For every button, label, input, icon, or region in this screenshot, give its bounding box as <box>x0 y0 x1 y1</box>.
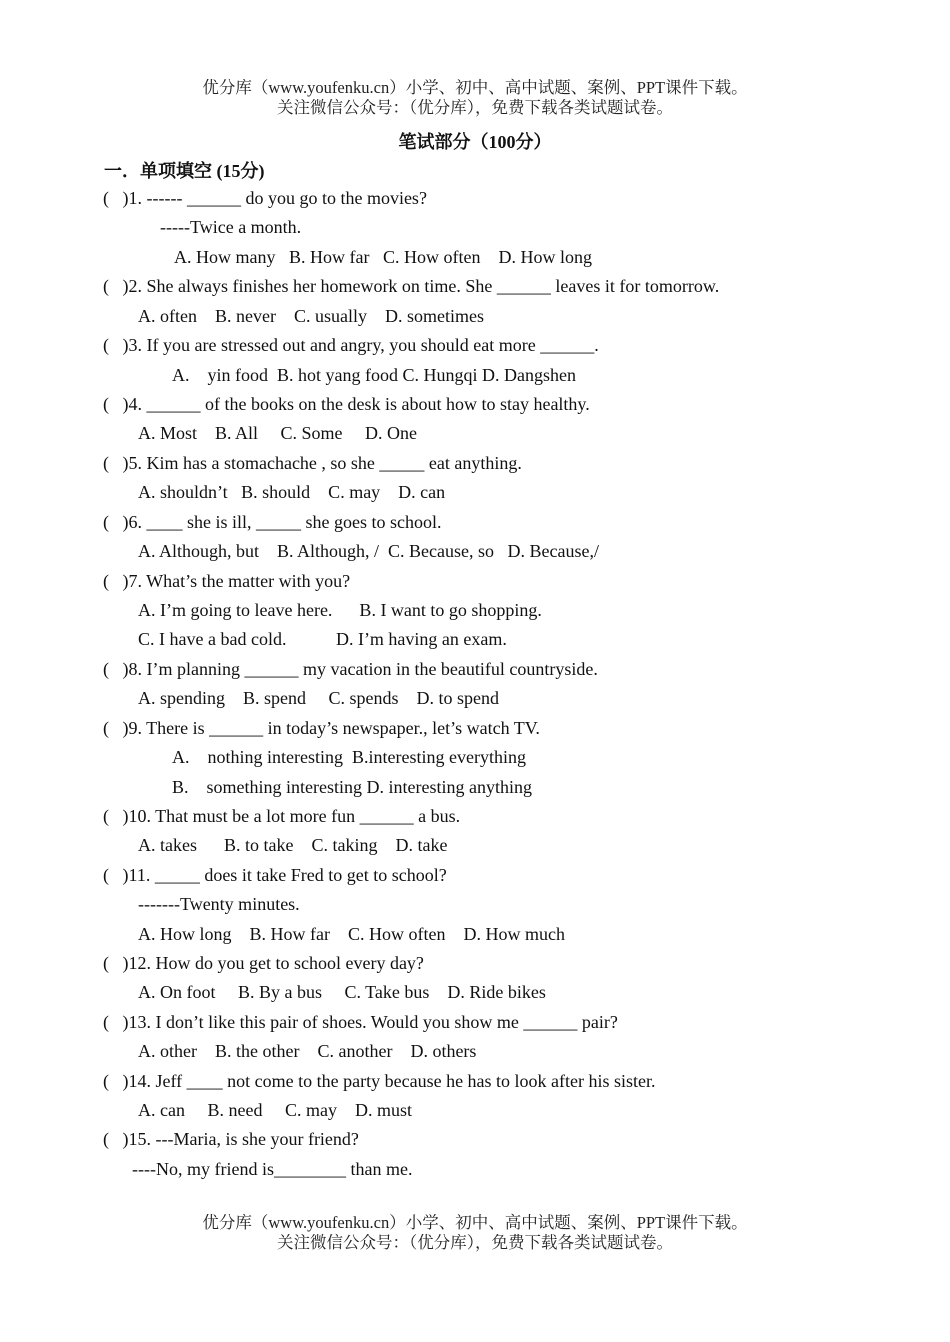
footer-line-1: 优分库（www.youfenku.cn）小学、初中、高中试题、案例、PPT课件下载。 <box>202 1213 748 1232</box>
question-1: ( )1. ------ ______ do you go to the movies? <box>103 188 427 208</box>
question-7-options-ab: A. I’m going to leave here. B. I want to go shopping. <box>138 600 542 620</box>
question-9-options-cd: B. something interesting D. interesting anything <box>172 777 532 797</box>
question-11: ( )11. _____ does it take Fred to get to school? <box>103 865 447 885</box>
question-11-answer: -------Twenty minutes. <box>138 894 300 914</box>
question-1-options: A. How many B. How far C. How often D. How long <box>174 247 592 267</box>
question-8-options: A. spending B. spend C. spends D. to spend <box>138 688 499 708</box>
footer-line-2: 关注微信公众号：（优分库），免费下载各类试题试卷。 <box>277 1233 673 1252</box>
question-4-options: A. Most B. All C. Some D. One <box>138 423 418 443</box>
question-12-options: A. On foot B. By a bus C. Take bus D. Ride bikes <box>138 982 546 1002</box>
question-2: ( )2. She always finishes her homework on time. She ______ leaves it for tomorrow. <box>103 276 720 296</box>
question-2-options: A. often B. never C. usually D. sometimes <box>138 306 484 326</box>
header-line-1: 优分库（www.youfenku.cn）小学、初中、高中试题、案例、PPT课件下载。 <box>202 78 748 97</box>
question-6-options: A. Although, but B. Although, / C. Because, so D. Because,/ <box>138 541 599 561</box>
question-8: ( )8. I’m planning ______ my vacation in the beautiful countryside. <box>103 659 598 679</box>
header-line-2: 关注微信公众号：（优分库），免费下载各类试题试卷。 <box>277 98 673 117</box>
question-7: ( )7. What’s the matter with you? <box>103 571 351 591</box>
question-11-options: A. How long B. How far C. How often D. How much <box>138 924 565 944</box>
question-5: ( )5. Kim has a stomachache , so she _____ eat anything. <box>103 453 522 473</box>
question-10: ( )10. That must be a lot more fun ______ a bus. <box>103 806 461 826</box>
question-14: ( )14. Jeff ____ not come to the party because he has to look after his sister. <box>103 1071 656 1091</box>
question-13: ( )13. I don’t like this pair of shoes. Would you show me ______ pair? <box>103 1012 618 1032</box>
section-heading: 一．单项填空 (15分) <box>104 161 265 181</box>
question-3: ( )3. If you are stressed out and angry, you should eat more ______. <box>103 335 599 355</box>
question-15: ( )15. ---Maria, is she your friend? <box>103 1129 359 1149</box>
page-title: 笔试部分（100分） <box>398 132 552 152</box>
question-14-options: A. can B. need C. may D. must <box>138 1100 412 1120</box>
question-10-options: A. takes B. to take C. taking D. take <box>138 835 448 855</box>
question-7-options-cd: C. I have a bad cold. D. I’m having an exam. <box>138 629 507 649</box>
question-1-answer: -----Twice a month. <box>160 217 302 237</box>
question-4: ( )4. ______ of the books on the desk is about how to stay healthy. <box>103 394 590 414</box>
question-15-answer: ----No, my friend is________ than me. <box>132 1159 413 1179</box>
question-9: ( )9. There is ______ in today’s newspaper., let’s watch TV. <box>103 718 540 738</box>
question-5-options: A. shouldn’t B. should C. may D. can <box>138 482 446 502</box>
question-13-options: A. other B. the other C. another D. others <box>138 1041 477 1061</box>
question-9-options-ab: A. nothing interesting B.interesting everything <box>172 747 526 767</box>
question-6: ( )6. ____ she is ill, _____ she goes to school. <box>103 512 442 532</box>
question-12: ( )12. How do you get to school every day? <box>103 953 424 973</box>
question-3-options: A. yin food B. hot yang food C. Hungqi D. Dangshen <box>172 365 576 385</box>
